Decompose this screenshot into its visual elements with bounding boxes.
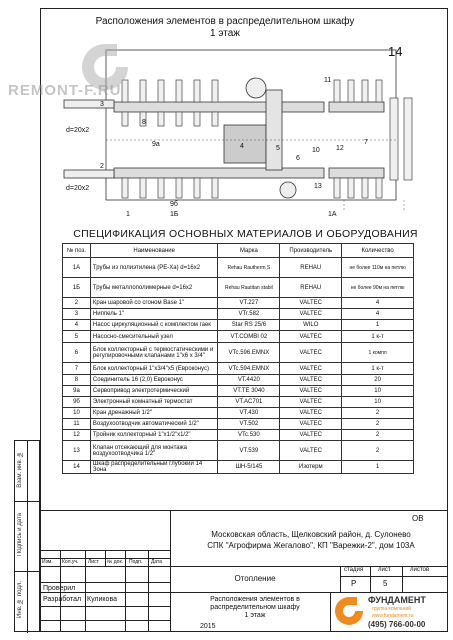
spec-cell-qty: 2 xyxy=(342,419,414,430)
doc-code: ОВ xyxy=(412,514,424,523)
spec-cell-name: Ниппель 1" xyxy=(90,309,218,320)
spec-row xyxy=(63,386,414,397)
spec-cell-mark: VTc.530 xyxy=(218,430,280,441)
dim-label-bottom: d=20x2 xyxy=(66,185,90,192)
spec-cell-maker: Изотерм xyxy=(280,461,342,474)
sheet-title-line3: 1 этаж xyxy=(244,612,266,619)
spec-cell-name: Блок коллекторный с термостатическими и регулировочными клапанами 1"x6 x 3/4" xyxy=(90,343,218,363)
spec-cell-name: Насосно-смесительный узел xyxy=(90,331,218,343)
spec-row xyxy=(63,258,414,278)
logo-site: www.fundament.ru xyxy=(372,613,414,619)
callout-1a: 1А xyxy=(328,211,337,218)
year: 2015 xyxy=(200,623,216,630)
drawing-title-line1: Расположения элементов в распределительном шкафу xyxy=(95,16,355,27)
spec-cell-mark: VT.COMBI 02 xyxy=(218,331,280,343)
spec-cell-mark: VTc.596.EMNX xyxy=(218,343,280,363)
title-block xyxy=(40,510,448,632)
sheet-number: 14 xyxy=(388,44,403,59)
spec-cell-qty: 2 xyxy=(342,430,414,441)
spec-cell-pos: 9а xyxy=(63,386,91,397)
spec-cell-mark: VT.4420 xyxy=(218,375,280,386)
inlet-pipe-top xyxy=(64,100,114,108)
mixing-unit xyxy=(266,90,282,170)
spec-head-pos: № поз. xyxy=(63,244,91,258)
spec-cell-mark: VTc.594.EMNX xyxy=(218,363,280,375)
spec-row xyxy=(63,278,414,298)
spec-cell-name: Кран шаровой со сгоном Base 1" xyxy=(90,298,218,309)
spec-cell-qty: 1 xyxy=(342,461,414,474)
spec-row xyxy=(63,331,414,343)
spec-cell-pos: 4 xyxy=(63,320,91,331)
dim-label-top: d=20x2 xyxy=(66,127,90,134)
checked-label: Проверил xyxy=(43,585,76,592)
logo-phone: (495) 766-00-00 xyxy=(368,620,426,629)
callout-7: 7 xyxy=(364,139,368,146)
spec-head-mark: Марка xyxy=(218,244,280,258)
spec-cell-maker: VALTEC xyxy=(280,343,342,363)
spec-cell-pos: 13 xyxy=(63,441,91,461)
spec-cell-pos: 7 xyxy=(63,363,91,375)
spec-cell-qty: 10 xyxy=(342,397,414,408)
callout-8: 8 xyxy=(142,119,146,126)
spec-cell-maker: VALTEC xyxy=(280,298,342,309)
callout-6: 6 xyxy=(296,155,300,162)
spec-cell-pos: 8 xyxy=(63,375,91,386)
spec-cell-pos: 1Б xyxy=(63,278,91,298)
thermometer-dial xyxy=(246,78,266,98)
sheet-head: лист xyxy=(378,567,391,573)
spec-cell-qty: не более 110м на петлю xyxy=(342,258,414,278)
sheet-value: 5 xyxy=(383,579,388,588)
spec-row xyxy=(63,430,414,441)
spec-cell-qty: 10 xyxy=(342,386,414,397)
spec-cell-qty: 1 компл xyxy=(342,343,414,363)
spec-cell-name: Блок коллекторный 1"x3/4"x5 (Евроконус) xyxy=(90,363,218,375)
spec-cell-maker: VALTEC xyxy=(280,331,342,343)
company-logo xyxy=(332,593,446,631)
top-manifold-right xyxy=(329,102,384,112)
fundament-logo-icon xyxy=(334,596,364,626)
spec-head-name: Наименование xyxy=(90,244,218,258)
callout-11: 11 xyxy=(324,77,332,84)
callout-1b: 1Б xyxy=(170,211,179,218)
spec-row xyxy=(63,461,414,474)
spec-cell-name: Трубы из полиэтилена (PE-Xa) d=16x2 xyxy=(90,258,218,278)
spec-cell-name: Трубы металлополимерные d=16x2 xyxy=(90,278,218,298)
spec-row xyxy=(63,375,414,386)
callout-13: 13 xyxy=(314,183,322,190)
spec-cell-qty: 4 xyxy=(342,309,414,320)
section-name: Отопление xyxy=(234,574,276,583)
spec-cell-mark: ШН-5/145 xyxy=(218,461,280,474)
spec-cell-qty: 20 xyxy=(342,375,414,386)
spec-cell-maker: VALTEC xyxy=(280,363,342,375)
spec-cell-pos: 6 xyxy=(63,343,91,363)
developer-name: Куликова xyxy=(87,596,117,603)
spec-cell-mark: Star RS 25/6 xyxy=(218,320,280,331)
spec-cell-qty: не более 90м на петлю xyxy=(342,278,414,298)
spec-row xyxy=(63,408,414,419)
callout-3: 3 xyxy=(100,101,104,108)
spec-row xyxy=(63,397,414,408)
callout-4: 4 xyxy=(240,143,244,150)
spec-cell-maker: VALTEC xyxy=(280,309,342,320)
spec-head-maker: Производитель xyxy=(280,244,342,258)
spec-row xyxy=(63,309,414,320)
spec-cell-maker: VALTEC xyxy=(280,419,342,430)
callout-2: 2 xyxy=(100,163,104,170)
spec-cell-name: Насос циркуляционный с комплектом гаек xyxy=(90,320,218,331)
spec-table xyxy=(62,243,414,474)
spec-cell-name: Соединитель 16 (2,0) Евроконус xyxy=(90,375,218,386)
logo-name: ФУНДАМЕНТ xyxy=(368,595,426,605)
spec-cell-pos: 1А xyxy=(63,258,91,278)
top-manifold xyxy=(114,102,324,112)
spec-cell-maker: VALTEC xyxy=(280,441,342,461)
spec-row xyxy=(63,320,414,331)
spec-row xyxy=(63,298,414,309)
drawing-title-line2: 1 этаж xyxy=(210,28,240,39)
spec-cell-name: Тройник коллекторный 1"x1/2"x1/2" xyxy=(90,430,218,441)
drawing-title xyxy=(95,16,355,40)
pressure-dial xyxy=(280,182,296,198)
spec-cell-mark: VT.AC701 xyxy=(218,397,280,408)
spec-cell-maker: VALTEC xyxy=(280,375,342,386)
spec-cell-name: Сервопривод электротермический xyxy=(90,386,218,397)
spec-cell-pos: 11 xyxy=(63,419,91,430)
pump-unit xyxy=(224,125,266,163)
callout-9a: 9а xyxy=(152,141,160,148)
spec-cell-pos: 3 xyxy=(63,309,91,320)
inlet-pipe-bottom xyxy=(64,170,114,178)
side-stamp-inv-label: Инв. № подл. xyxy=(17,581,23,618)
callout-12: 12 xyxy=(336,145,344,152)
sheet-title xyxy=(180,596,330,620)
spec-body xyxy=(63,258,414,474)
spec-row xyxy=(63,441,414,461)
spec-cell-mark: Rehau Rautherm S xyxy=(218,258,280,278)
spec-cell-maker: REHAU xyxy=(280,258,342,278)
spec-cell-maker: VALTEC xyxy=(280,397,342,408)
spec-cell-name: Воздухоотводчик автоматический 1/2" xyxy=(90,419,218,430)
project-address: Московская область, Щелковский район, д. Сулонево xyxy=(211,530,411,539)
callout-9b: 9б xyxy=(170,201,178,208)
spec-title: СПЕЦИФИКАЦИЯ ОСНОВНЫХ МАТЕРИАЛОВ И ОБОРУДОВАНИЯ xyxy=(73,228,418,240)
stage-value: Р xyxy=(351,579,357,588)
bottom-manifold xyxy=(114,168,324,178)
col-head-count: Кол.уч. xyxy=(62,559,79,565)
spec-row xyxy=(63,343,414,363)
col-head-date: Дата xyxy=(151,559,163,565)
col-head-sheet: Лист xyxy=(88,559,99,565)
spec-cell-pos: 12 xyxy=(63,430,91,441)
sheets-head: листов xyxy=(410,567,430,573)
callout-1: 1 xyxy=(126,211,130,218)
spec-cell-maker: VALTEC xyxy=(280,430,342,441)
spec-cell-pos: 14 xyxy=(63,461,91,474)
spec-cell-mark: VT.430 xyxy=(218,408,280,419)
spec-cell-mark: Rehau Rautitan stabil xyxy=(218,278,280,298)
spec-cell-name: Электронный комнатный термостат xyxy=(90,397,218,408)
spec-cell-qty: 1 к-т xyxy=(342,331,414,343)
spec-cell-mark: VT.539 xyxy=(218,441,280,461)
bottom-manifold-right xyxy=(329,168,384,178)
side-stamp-sign-label: Подпись и дата xyxy=(17,513,23,557)
spec-cell-maker: VALTEC xyxy=(280,408,342,419)
spec-cell-pos: 2 xyxy=(63,298,91,309)
spec-cell-mark: VT.502 xyxy=(218,419,280,430)
stage-head: стадия xyxy=(344,567,364,573)
spec-row xyxy=(63,363,414,375)
side-stamp-replace-label: Взам. инв. № xyxy=(17,451,23,488)
spec-cell-name: Шкаф распределительный глубокий 14 Зона xyxy=(90,461,218,474)
col-head-docnum: № док. xyxy=(107,559,124,565)
spec-cell-name: Кран дренажный 1/2" xyxy=(90,408,218,419)
spec-cell-mark: VT.227 xyxy=(218,298,280,309)
callout-10: 10 xyxy=(312,147,320,154)
spec-cell-maker: WILO xyxy=(280,320,342,331)
spec-head-qty: Количество xyxy=(342,244,414,258)
spec-cell-mark: VT.TE 3040 xyxy=(218,386,280,397)
callout-5: 5 xyxy=(276,145,280,152)
spec-cell-pos: 9б xyxy=(63,397,91,408)
watermark-text: REMONT-F.RU xyxy=(8,82,122,99)
col-head-sign: Подп. xyxy=(129,559,143,565)
sheet-title-line2: распределительном шкафу xyxy=(210,604,300,611)
spec-cell-maker: VALTEC xyxy=(280,386,342,397)
spec-cell-qty: 1 к-т xyxy=(342,363,414,375)
col-head-change: Изм. xyxy=(42,559,53,565)
spec-cell-qty: 4 xyxy=(342,298,414,309)
spec-cell-mark: VTr.582 xyxy=(218,309,280,320)
spec-cell-qty: 2 xyxy=(342,408,414,419)
logo-sub: группа компаний xyxy=(372,606,411,612)
developed-label: Разработал xyxy=(43,596,82,603)
sheet-title-line1: Расположения элементов в xyxy=(210,596,300,603)
spec-cell-qty: 2 xyxy=(342,441,414,461)
side-stamp xyxy=(14,440,40,632)
project-company: СПК "Агрофирма Жегалово", КП "Варежки-2", дом 103А xyxy=(207,541,415,550)
spec-cell-maker: REHAU xyxy=(280,278,342,298)
spec-cell-qty: 1 xyxy=(342,320,414,331)
spec-cell-pos: 5 xyxy=(63,331,91,343)
spec-cell-pos: 10 xyxy=(63,408,91,419)
spec-header-row xyxy=(63,244,414,258)
spec-cell-name: Клапан отсекающий для монтажа воздухоотводчика 1/2" xyxy=(90,441,218,461)
spec-row xyxy=(63,419,414,430)
